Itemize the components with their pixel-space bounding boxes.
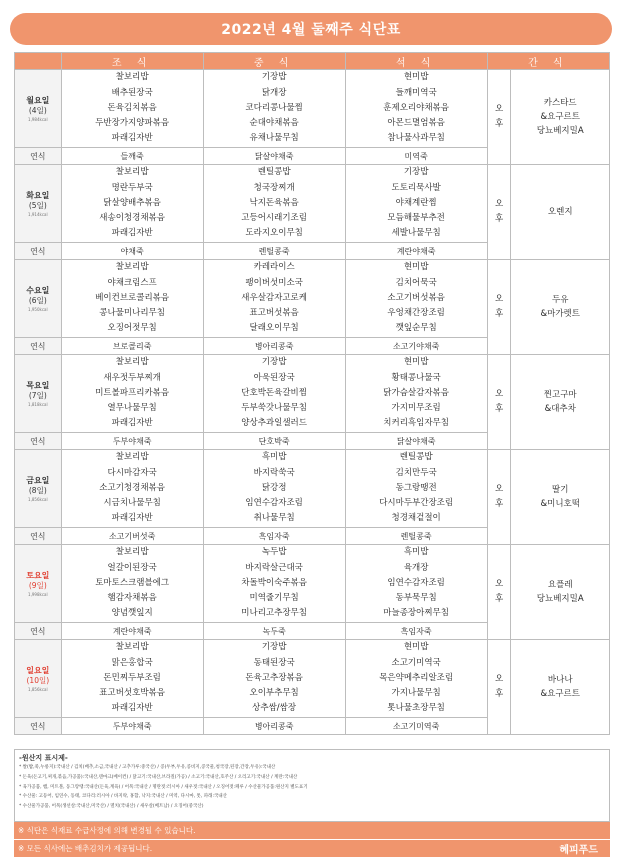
night-meal-label: 연식 — [15, 718, 62, 735]
day-cell — [15, 70, 62, 148]
menu-item: 야채계란찜 — [395, 197, 437, 208]
menu-item: 차돌박이숙주볶음 — [241, 577, 307, 588]
dinner-menu-cell — [345, 450, 487, 528]
lunch-menu — [204, 640, 345, 716]
breakfast-menu — [62, 545, 203, 621]
afternoon-label-char: 후 — [494, 119, 504, 129]
lunch-menu-cell — [203, 70, 345, 148]
afternoon-label — [487, 450, 511, 545]
menu-item: 닭강정 — [261, 482, 287, 493]
afternoon-label-char: 오 — [494, 579, 504, 589]
menu-item: 돈육김치볶음 — [107, 102, 157, 113]
menu-item: 동그랑땡전 — [395, 482, 437, 493]
day-name: 목요일 — [26, 380, 50, 390]
snack-item: 바나나 — [547, 675, 573, 685]
day-date: (7일) — [28, 390, 47, 400]
menu-item: 두반장가지양파볶음 — [95, 118, 170, 129]
menu-item: 찰보리밥 — [115, 357, 149, 368]
menu-item: 우엉채간장조림 — [387, 308, 445, 319]
menu-item: 청경채겉절이 — [391, 513, 441, 524]
day-cell — [15, 165, 62, 243]
night-breakfast-item: 계란야채죽 — [61, 623, 203, 640]
menu-item: 새우젓두부찌개 — [103, 372, 161, 383]
menu-item: 육개장 — [403, 562, 429, 573]
menu-item: 현미밥 — [403, 72, 429, 83]
menu-item: 베이컨브로콜리볶음 — [95, 292, 170, 303]
night-lunch-item: 녹두죽 — [203, 623, 345, 640]
day-row — [15, 260, 610, 338]
day-kcal: 1,950kcal — [28, 306, 48, 312]
afternoon-label-char: 후 — [494, 499, 504, 509]
afternoon-label — [487, 355, 511, 450]
snack-item: 오렌지 — [547, 207, 573, 217]
menu-item: 닭살양배추볶음 — [103, 197, 161, 208]
breakfast-menu — [62, 260, 203, 336]
menu-item: 기장밥 — [261, 357, 287, 368]
night-breakfast-item: 두부야채죽 — [61, 718, 203, 735]
day-name: 화요일 — [26, 190, 50, 200]
menu-item: 표고버섯호박볶음 — [99, 688, 165, 699]
dinner-menu — [346, 355, 487, 431]
menu-item: 아몬드멸엄볶음 — [387, 118, 445, 129]
snack-item: 딸기 — [552, 485, 569, 495]
origin-notes-line: * 육가공품, 햄, 미트볼, 동그랑땡:국내산(돈육,계육) / 어묵:국내산 / 명란젓:러시아 / 새우젓:국내산 / 오징어젓:페루 / 수산물가공품:원산지 별도표기 — [19, 784, 308, 790]
header-day — [15, 53, 62, 70]
dinner-menu — [346, 260, 487, 336]
snack-cell — [511, 450, 610, 545]
day-cell — [15, 355, 62, 433]
menu-item: 돈민찌두부조림 — [103, 672, 161, 683]
snack-item: 요플레 — [547, 580, 573, 590]
breakfast-menu-cell — [61, 165, 203, 243]
lunch-menu-cell — [203, 260, 345, 338]
lunch-menu-cell — [203, 165, 345, 243]
menu-item: 김치만두국 — [395, 467, 437, 478]
afternoon-label-char: 오 — [494, 104, 504, 114]
lunch-menu-cell — [203, 355, 345, 433]
snack-item: 찐고구마 — [543, 390, 577, 400]
menu-item: 맑은홍합국 — [111, 657, 153, 668]
menu-item: 치커리흑임자무침 — [383, 418, 449, 429]
menu-item: 토마토스크램블에그 — [95, 577, 170, 588]
day-kcal: 1,984kcal — [28, 116, 48, 122]
night-breakfast-item: 들깨죽 — [61, 148, 203, 165]
day-row — [15, 70, 610, 148]
meal-table — [14, 52, 610, 735]
snack-item: &요구르트 — [540, 689, 580, 699]
day-kcal: 1,818kcal — [28, 401, 48, 407]
snack-cell — [511, 545, 610, 640]
night-dinner-item: 소고기야채죽 — [345, 338, 487, 355]
afternoon-label-char: 오 — [494, 389, 504, 399]
origin-notes-line: * 수산물: 고등어, 임연수, 동태, 코다리:러시아 / 바지락, 홍합, 낙지:국내산 / 미역, 다시마, 톳, 파래:국내산 — [19, 794, 227, 800]
menu-item: 들깨미역국 — [395, 87, 437, 98]
breakfast-menu-cell — [61, 70, 203, 148]
menu-item: 바지락살근대국 — [245, 562, 303, 573]
menu-item: 황태콩나물국 — [391, 372, 441, 383]
menu-item: 렌틸콩밥 — [257, 167, 291, 178]
footer-notice-kimchi — [14, 840, 610, 857]
menu-item: 미트볼파프리카볶음 — [95, 387, 170, 398]
day-kcal: 1,998kcal — [28, 591, 48, 597]
menu-item: 아욱된장국 — [253, 372, 295, 383]
night-dinner-item: 닭살야채죽 — [345, 433, 487, 450]
menu-item: 현미밥 — [403, 357, 429, 368]
breakfast-menu — [62, 355, 203, 431]
day-name: 금요일 — [26, 475, 50, 485]
breakfast-menu — [62, 70, 203, 146]
breakfast-menu — [62, 450, 203, 526]
origin-notes-line: * 돈육(돈고기,찌개,볶음,가공품):국내산,덴마크(베이컨) / 닭고기:국내산,브라질(가공) / 소고기:국내산,호주산 / 오리고기:국내산 / 계란:국내산 — [19, 774, 298, 780]
day-kcal: 1,856kcal — [28, 686, 48, 692]
day-name: 토요일 — [26, 570, 50, 580]
day-row — [15, 355, 610, 433]
page-title: 2022년 4월 둘째주 식단표 — [10, 13, 612, 45]
menu-item: 새송이청경채볶음 — [99, 213, 165, 224]
menu-item: 야채크림스프 — [107, 277, 157, 288]
night-lunch-item: 병아리콩죽 — [203, 338, 345, 355]
dinner-menu — [346, 450, 487, 526]
night-lunch-item: 닭살야채죽 — [203, 148, 345, 165]
afternoon-label — [487, 545, 511, 640]
menu-item: 흑미밥 — [261, 452, 287, 463]
menu-item: 배추된장국 — [111, 87, 153, 98]
menu-item: 세발나물무침 — [391, 228, 441, 239]
day-date: (6일) — [28, 295, 47, 305]
menu-item: 파래김자반 — [111, 228, 153, 239]
night-dinner-item: 계란야채죽 — [345, 243, 487, 260]
day-name: 월요일 — [26, 95, 50, 105]
menu-item: 기장밥 — [261, 642, 287, 653]
menu-item: 임연수감자조림 — [245, 498, 303, 509]
snack-item: &요구르트 — [540, 112, 580, 122]
day-name: 일요일 — [26, 665, 50, 675]
menu-item: 새우살감자고로케 — [241, 292, 307, 303]
menu-item: 파래김자반 — [111, 703, 153, 714]
lunch-menu — [204, 355, 345, 431]
snack-item: &대추차 — [544, 404, 576, 414]
footer-notice-text: ※ 모든 식사에는 배추김치가 제공됩니다. — [18, 844, 153, 853]
menu-item: 동부묵무침 — [395, 593, 437, 604]
breakfast-menu-cell — [61, 640, 203, 718]
lunch-menu — [204, 450, 345, 526]
menu-item: 동태된장국 — [253, 657, 295, 668]
brand-name: 혜피푸드 — [559, 845, 598, 856]
menu-item: 목은약메추리알조림 — [379, 672, 454, 683]
night-meal-label: 연식 — [15, 243, 62, 260]
snack-item: &미니호떡 — [540, 499, 580, 509]
dinner-menu-cell — [345, 260, 487, 338]
menu-item: 양상추과일샐러드 — [241, 418, 307, 429]
lunch-menu — [204, 70, 345, 146]
snack-item: 당뇨베지밀A — [536, 594, 584, 604]
breakfast-menu-cell — [61, 355, 203, 433]
dinner-menu — [346, 165, 487, 241]
menu-item: 두부쑥갓나물무침 — [241, 403, 307, 414]
menu-item: 팽이버섯미소국 — [245, 277, 303, 288]
meal-table-body — [15, 70, 610, 735]
menu-item: 순대야채볶음 — [249, 118, 299, 129]
menu-item: 미나리고추장무침 — [241, 608, 307, 619]
menu-item: 미역줄기무침 — [249, 593, 299, 604]
lunch-menu — [204, 545, 345, 621]
night-dinner-item: 렌틸콩죽 — [345, 528, 487, 545]
menu-item: 닭가슴살감자볶음 — [383, 387, 449, 398]
header-lunch: 중 식 — [203, 53, 345, 70]
afternoon-label-char: 오 — [494, 199, 504, 209]
breakfast-menu-cell — [61, 260, 203, 338]
menu-item: 취나물무침 — [253, 513, 295, 524]
origin-notes-line: * 쌀(밥,죽,누룽지):국내산 / 김치(배추,소금,국내산 / 고추가루:중국산) / 콩(두부,두유,콩비지,콩국물,청국장,된장,간장,두유):국내산 — [19, 765, 276, 770]
breakfast-menu — [62, 640, 203, 716]
menu-item: 다시마감자국 — [107, 467, 157, 478]
menu-item: 현미밥 — [403, 262, 429, 273]
afternoon-label — [487, 165, 511, 260]
dinner-menu — [346, 70, 487, 146]
menu-item: 유채나물무침 — [249, 133, 299, 144]
day-row — [15, 640, 610, 718]
afternoon-label-char: 후 — [494, 309, 504, 319]
day-cell — [15, 450, 62, 528]
night-lunch-item: 단호박죽 — [203, 433, 345, 450]
afternoon-label-char: 오 — [494, 294, 504, 304]
snack-cell — [511, 260, 610, 355]
menu-item: 청국장찌개 — [253, 182, 295, 193]
day-row — [15, 545, 610, 623]
night-meal-label: 연식 — [15, 148, 62, 165]
origin-notes-line: * 수산물가공품, 어묵(생선살:국내산,미국산) / 멸치(국내산) / 새우살(베트남) / 오징어(중국산) — [19, 804, 204, 810]
night-breakfast-item: 브로콜리죽 — [61, 338, 203, 355]
day-cell — [15, 545, 62, 623]
dinner-menu — [346, 640, 487, 716]
menu-item: 톳나물초장무침 — [387, 703, 445, 714]
menu-item: 도토리묵사발 — [391, 182, 441, 193]
dinner-menu-cell — [345, 165, 487, 243]
menu-item: 흑미밥 — [403, 547, 429, 558]
day-kcal: 1,914kcal — [28, 211, 48, 217]
night-dinner-item: 소고기미역죽 — [345, 718, 487, 735]
night-breakfast-item: 소고기버섯죽 — [61, 528, 203, 545]
origin-notes-title: -원산지 표시제- — [19, 754, 68, 762]
lunch-menu-cell — [203, 450, 345, 528]
night-breakfast-item: 야채죽 — [61, 243, 203, 260]
breakfast-menu — [62, 165, 203, 241]
night-meal-label: 연식 — [15, 623, 62, 640]
menu-item: 도라지오이무침 — [245, 228, 303, 239]
menu-item: 가지미무조림 — [391, 403, 441, 414]
day-date: (8일) — [28, 485, 47, 495]
menu-item: 상추쌈/쌈장 — [252, 703, 297, 714]
menu-item: 낙지돈육볶음 — [249, 197, 299, 208]
dinner-menu-cell — [345, 70, 487, 148]
afternoon-label-char: 후 — [494, 689, 504, 699]
menu-item: 찰보리밥 — [115, 167, 149, 178]
day-date: (4일) — [28, 105, 47, 115]
day-cell — [15, 260, 62, 338]
menu-item: 렌틸콩밥 — [399, 452, 433, 463]
menu-item: 소고기청경채볶음 — [99, 482, 165, 493]
day-kcal: 1,856kcal — [28, 496, 48, 502]
afternoon-label-char: 오 — [494, 674, 504, 684]
menu-item: 다시마두부간장조림 — [379, 498, 454, 509]
menu-item: 모듬해물부추전 — [387, 213, 445, 224]
menu-item: 현미밥 — [403, 642, 429, 653]
night-dinner-item: 미역죽 — [345, 148, 487, 165]
night-breakfast-item: 두부야채죽 — [61, 433, 203, 450]
menu-item: 시금치나물무침 — [103, 498, 161, 509]
afternoon-label — [487, 70, 511, 165]
night-lunch-item: 렌틸콩죽 — [203, 243, 345, 260]
menu-item: 닭개장 — [261, 87, 287, 98]
header-dinner: 석 식 — [345, 53, 487, 70]
menu-item: 햄감자채볶음 — [107, 593, 157, 604]
menu-item: 얼갈이된장국 — [107, 562, 157, 573]
dinner-menu-cell — [345, 640, 487, 718]
menu-item: 소고기미역국 — [391, 657, 441, 668]
day-cell — [15, 640, 62, 718]
day-date: (10일) — [26, 675, 50, 685]
menu-item: 오징어젓무침 — [107, 323, 157, 334]
night-lunch-item: 병아리콩죽 — [203, 718, 345, 735]
lunch-menu — [204, 260, 345, 336]
night-meal-label: 연식 — [15, 528, 62, 545]
menu-item: 찰보리밥 — [115, 72, 149, 83]
menu-item: 바지락쑥국 — [253, 467, 295, 478]
menu-item: 달래오이무침 — [249, 323, 299, 334]
menu-item: 고등어시래기조림 — [241, 213, 307, 224]
day-row — [15, 450, 610, 528]
menu-item: 찰보리밥 — [115, 642, 149, 653]
snack-cell — [511, 70, 610, 165]
origin-notes — [14, 749, 610, 822]
day-row — [15, 165, 610, 243]
night-dinner-item: 흑임자죽 — [345, 623, 487, 640]
menu-item: 열무나물무침 — [107, 403, 157, 414]
menu-item: 코다리콩나물찜 — [245, 102, 303, 113]
menu-item: 가지나물무침 — [391, 688, 441, 699]
footer-notice-text: ※ 식단은 식재료 수급사정에 의해 변경될 수 있습니다. — [18, 826, 196, 835]
night-meal-label: 연식 — [15, 338, 62, 355]
afternoon-label — [487, 640, 511, 735]
dinner-menu — [346, 545, 487, 621]
menu-item: 콩나물미나리무침 — [99, 308, 165, 319]
day-date: (9일) — [28, 580, 47, 590]
afternoon-label-char: 오 — [494, 484, 504, 494]
day-name: 수요일 — [26, 285, 50, 295]
menu-item: 찰보리밥 — [115, 452, 149, 463]
menu-item: 소고기버섯볶음 — [387, 292, 445, 303]
menu-item: 깻잎순무침 — [395, 323, 437, 334]
menu-item: 돈육고추장볶음 — [245, 672, 303, 683]
menu-item: 양념깻잎지 — [111, 608, 153, 619]
snack-item: 당뇨베지밀A — [536, 126, 584, 136]
snack-item: &마가렛트 — [540, 309, 580, 319]
menu-item: 찰보리밥 — [115, 262, 149, 273]
night-meal-label: 연식 — [15, 433, 62, 450]
menu-item: 김치어묵국 — [395, 277, 437, 288]
menu-item: 찰보리밥 — [115, 547, 149, 558]
menu-item: 마늘종장아찌무침 — [383, 608, 449, 619]
lunch-menu-cell — [203, 545, 345, 623]
dinner-menu-cell — [345, 545, 487, 623]
lunch-menu — [204, 165, 345, 241]
header-row — [15, 53, 610, 70]
snack-item: 두유 — [552, 295, 569, 305]
header-breakfast: 조 식 — [61, 53, 203, 70]
menu-item: 명란두부국 — [111, 182, 153, 193]
lunch-menu-cell — [203, 640, 345, 718]
night-lunch-item: 흑임자죽 — [203, 528, 345, 545]
menu-item: 훈제오리야채볶음 — [383, 102, 449, 113]
menu-item: 오이부추무침 — [249, 688, 299, 699]
snack-cell — [511, 355, 610, 450]
menu-item: 표고버섯볶음 — [249, 308, 299, 319]
menu-item: 임연수감자조림 — [387, 577, 445, 588]
day-date: (5일) — [28, 200, 47, 210]
menu-item: 파래김자반 — [111, 513, 153, 524]
dinner-menu-cell — [345, 355, 487, 433]
afternoon-label-char: 후 — [494, 594, 504, 604]
menu-item: 파래김자반 — [111, 418, 153, 429]
snack-cell — [511, 165, 610, 260]
menu-item: 참나물사과무침 — [387, 133, 445, 144]
menu-item: 기장밥 — [403, 167, 429, 178]
snack-cell — [511, 640, 610, 735]
header-snack: 간 식 — [487, 53, 609, 70]
breakfast-menu-cell — [61, 545, 203, 623]
afternoon-label-char: 후 — [494, 404, 504, 414]
menu-item: 단호박돈육갈비찜 — [241, 387, 307, 398]
afternoon-label — [487, 260, 511, 355]
breakfast-menu-cell — [61, 450, 203, 528]
menu-item: 기장밥 — [261, 72, 287, 83]
menu-item: 녹두밥 — [261, 547, 287, 558]
afternoon-label-char: 후 — [494, 214, 504, 224]
menu-item: 카레라이스 — [253, 262, 295, 273]
footer-notice-menu-change — [14, 822, 610, 839]
menu-item: 파래김자반 — [111, 133, 153, 144]
snack-item: 카스타드 — [543, 98, 577, 108]
